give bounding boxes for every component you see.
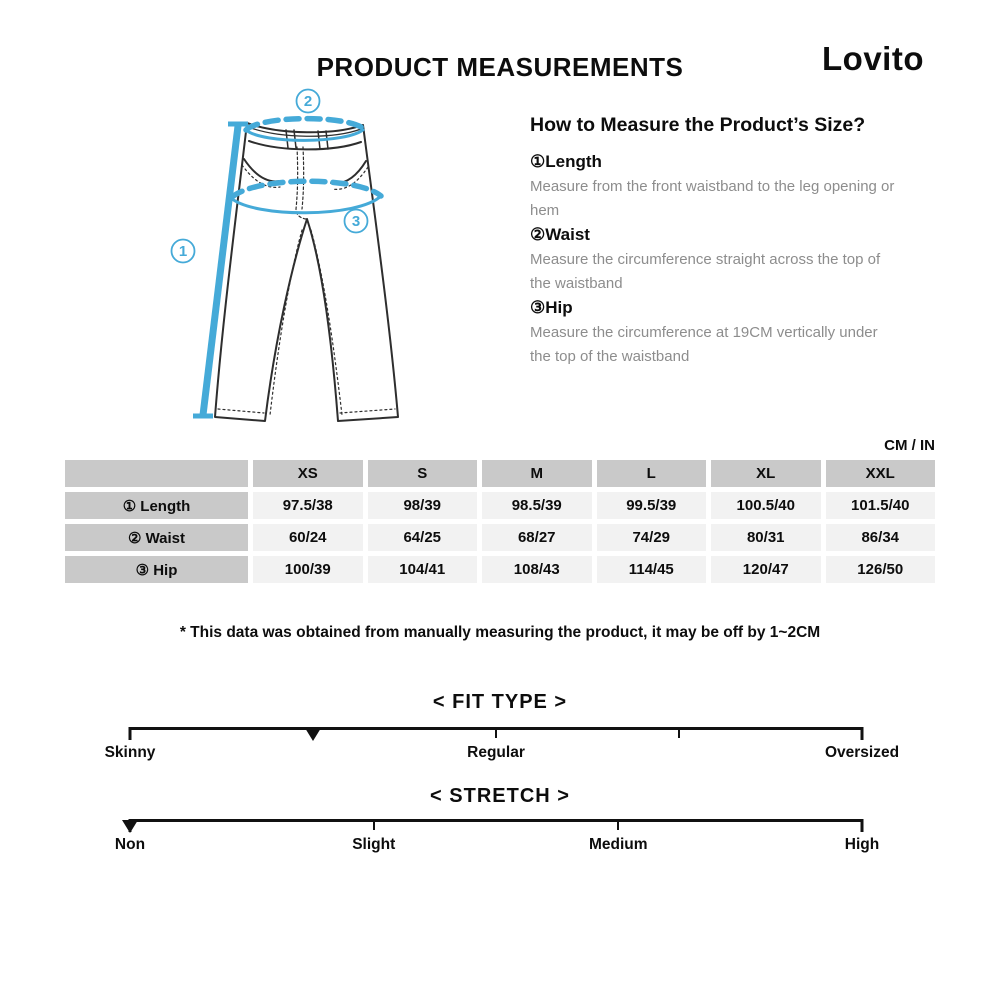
table-value-cell: 98/39: [368, 492, 478, 519]
table-value-cell: 101.5/40: [826, 492, 936, 519]
measure-item-waist: [530, 222, 930, 295]
fit-type-labels: [104, 744, 900, 764]
table-header-cell: XXL: [826, 460, 936, 487]
scale-tick: [617, 819, 619, 830]
stretch-title: < STRETCH >: [430, 785, 570, 807]
measure-item-length: [530, 149, 930, 222]
fit-type-title: < FIT TYPE >: [432, 691, 568, 713]
callout-2-number: 2: [303, 93, 313, 110]
table-header-cell: L: [597, 460, 707, 487]
table-value-cell: 68/27: [482, 524, 592, 551]
table-value-cell: 98.5/39: [482, 492, 592, 519]
pants-diagram: [150, 85, 500, 435]
table-value-cell: 108/43: [482, 556, 592, 583]
table-value-cell: 120/47: [711, 556, 821, 583]
measure-item-desc: Measure the circumference straight across the top of the waistband: [530, 251, 881, 292]
measure-item-desc: Measure the circumference at 19CM vertically under the top of the waistband: [530, 324, 878, 365]
table-value-cell: 99.5/39: [597, 492, 707, 519]
size-table: [65, 460, 935, 583]
measure-item-label: ③Hip: [530, 298, 573, 317]
table-row-label: ③ Hip: [65, 556, 248, 583]
how-to-measure-section: [530, 114, 930, 368]
table-value-cell: 64/25: [368, 524, 478, 551]
measure-item-label: ②Waist: [530, 225, 590, 244]
scale-label: Medium: [588, 836, 648, 853]
table-header-cell: S: [368, 460, 478, 487]
scale-tick: [861, 819, 864, 832]
table-header-cell: [65, 460, 248, 487]
scale-label: Skinny: [104, 744, 156, 761]
stretch-axis: [130, 819, 862, 822]
scale-tick: [495, 727, 497, 738]
scale-label: Slight: [352, 836, 396, 853]
table-row-label: ② Waist: [65, 524, 248, 551]
table-value-cell: 100/39: [253, 556, 363, 583]
fit-type-scale: [104, 727, 900, 764]
measure-item-desc: Measure from the front waistband to the leg opening or hem: [530, 178, 895, 219]
table-value-cell: 86/34: [826, 524, 936, 551]
table-value-cell: 60/24: [253, 524, 363, 551]
pants-outline: [215, 123, 398, 421]
table-value-cell: 114/45: [597, 556, 707, 583]
fit-type-axis: [130, 727, 862, 730]
table-row-label: ① Length: [65, 492, 248, 519]
table-value-cell: 104/41: [368, 556, 478, 583]
scale-tick: [678, 727, 680, 738]
table-header-cell: XS: [253, 460, 363, 487]
scale-label: Regular: [467, 744, 525, 761]
unit-label: CM / IN: [884, 437, 935, 454]
table-header-cell: M: [482, 460, 592, 487]
scale-tick: [861, 727, 864, 740]
scale-label: Oversized: [824, 744, 900, 761]
table-value-cell: 100.5/40: [711, 492, 821, 519]
stretch-labels: [114, 836, 880, 856]
scale-label: Non: [114, 836, 146, 853]
scale-tick: [129, 727, 132, 740]
measurement-disclaimer: * This data was obtained from manually measuring the product, it may be off by 1~2CM: [179, 624, 821, 641]
table-value-cell: 97.5/38: [253, 492, 363, 519]
stretch-marker: [122, 820, 138, 833]
table-value-cell: 74/29: [597, 524, 707, 551]
scale-label: High: [844, 836, 880, 853]
fit-type-marker: [305, 728, 321, 741]
callout-3-number: 3: [351, 213, 361, 230]
stretch-scale: [114, 819, 880, 856]
brand-logo: Lovito: [822, 40, 924, 77]
measure-item-label: ①Length: [530, 152, 602, 171]
table-value-cell: 126/50: [826, 556, 936, 583]
callout-1-number: 1: [178, 243, 188, 260]
page-title: PRODUCT MEASUREMENTS: [316, 52, 684, 82]
how-to-heading: How to Measure the Product’s Size?: [530, 114, 866, 136]
measure-item-hip: [530, 295, 930, 368]
table-value-cell: 80/31: [711, 524, 821, 551]
scale-tick: [373, 819, 375, 830]
table-header-cell: XL: [711, 460, 821, 487]
